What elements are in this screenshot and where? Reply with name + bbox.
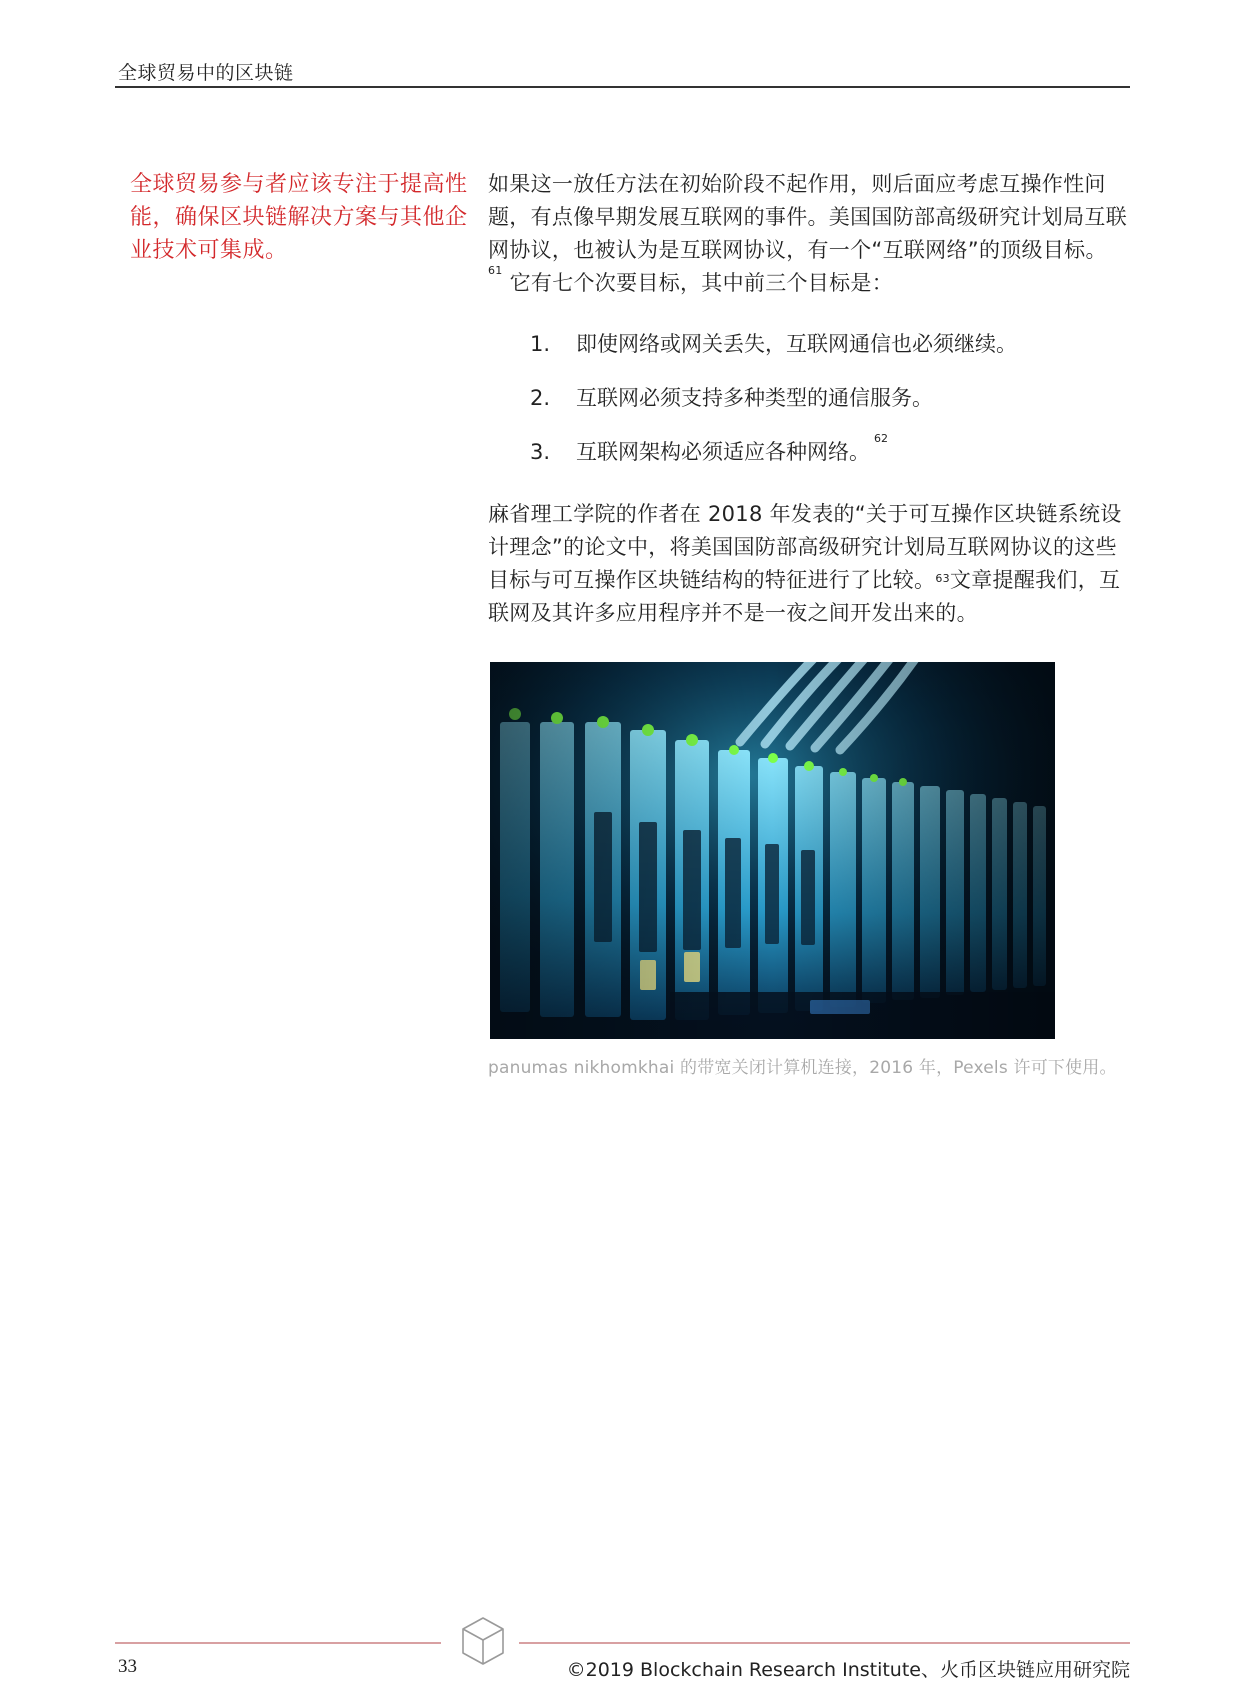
copyright-notice: ©2019 Blockchain Research Institute、火币区块链应用研究院 [566, 1659, 1130, 1681]
list-item [530, 328, 1017, 358]
para1-text: 如果这一放任方法在初始阶段不起作用，则后面应考虑互操作性问题，有点像早期发展互联网的事件。美国国防部高级研究计划局互联网协议，也被认为是互联网协议，有一个“互联网络”的顶级目标。 [488, 172, 1127, 262]
list-number: 1. [530, 332, 551, 356]
pull-quote: 全球贸易参与者应该专注于提高性能，确保区块链解决方案与其他企业技术可集成。 [130, 172, 468, 263]
footer-rule-left [115, 1642, 441, 1644]
page-number: 33 [118, 1656, 137, 1677]
footer-rule-right [519, 1642, 1130, 1644]
list-number: 3. [530, 440, 551, 464]
para2-text: 麻省理工学院的作者在 2018 年发表的“关于可互操作区块链系统设计理念”的论文中，将美国国防部高级研究计划局互联网协议的这些目标与可互操作区块链结构的特征进行了比较。 [488, 502, 1122, 592]
header-rule [115, 86, 1130, 88]
running-header-title: 全球贸易中的区块链 [118, 62, 294, 84]
list-number: 2. [530, 386, 551, 410]
server-rack-photo [490, 662, 1055, 1039]
para2-tail: 文章提醒我们，互联网及其许多应用程序并不是一夜之间开发出来的。 [488, 568, 1121, 625]
cube-icon [460, 1615, 506, 1667]
list-item [530, 432, 888, 466]
list-text: 互联网必须支持多种类型的通信服务。 [576, 386, 933, 410]
figure-caption: panumas nikhomkhai 的带宽关闭计算机连接，2016 年，Pexels 许可下使用。 [488, 1058, 1117, 1078]
body-paragraph-2 [488, 498, 1133, 630]
footnote-ref-61[interactable]: 61 [488, 264, 503, 277]
list-item [530, 382, 933, 412]
footnote-ref-62[interactable]: 62 [874, 432, 888, 445]
list-text: 互联网架构必须适应各种网络。 [576, 440, 870, 464]
list-text: 即使网络或网关丢失，互联网通信也必须继续。 [576, 332, 1017, 356]
footnote-ref-63[interactable]: 63 [935, 572, 950, 585]
body-paragraph-1 [488, 168, 1133, 300]
para1-tail: 它有七个次要目标，其中前三个目标是： [509, 271, 893, 295]
